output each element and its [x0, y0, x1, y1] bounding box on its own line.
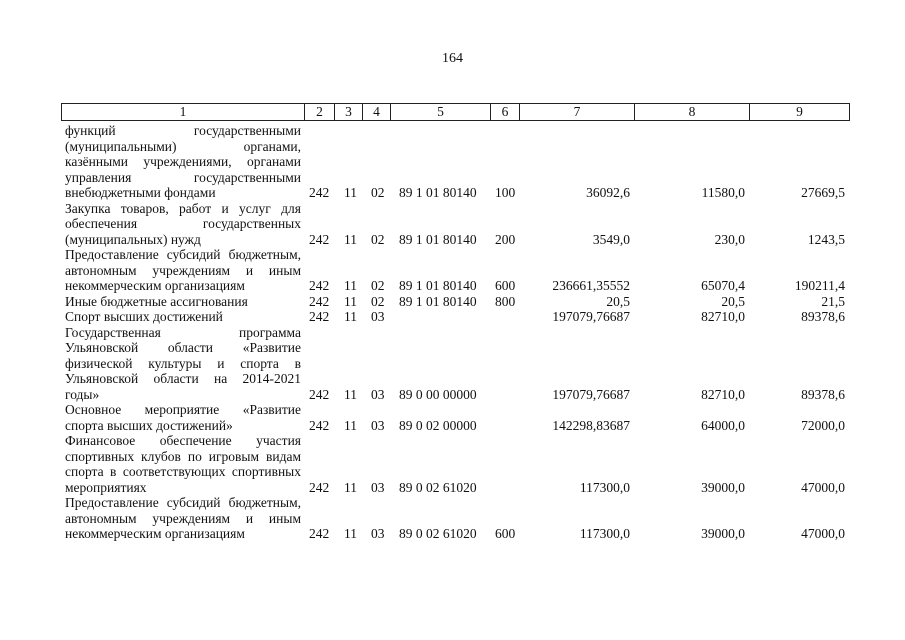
cell-col-7: 142298,83687 — [552, 417, 630, 433]
cell-col-7: 117300,0 — [579, 526, 630, 541]
cell-col-6: 600 — [495, 278, 516, 293]
row-description: Финансовое обеспечение участия спортивных клубов по игровым видам спорта в соответствующих спортивных мероприятиях — [65, 433, 301, 495]
cell-col-8: 64000,0 — [701, 417, 745, 433]
cell-col-8: 230,0 — [714, 231, 745, 247]
cell-col-4: 03 — [371, 526, 385, 541]
cell-col-3: 11 — [344, 309, 357, 324]
cell-col-2: 242 — [309, 526, 330, 541]
cell-col-3: 11 — [344, 185, 357, 200]
table-row — [0, 433, 905, 495]
cell-col-3: 11 — [344, 479, 357, 495]
cell-col-5: 89 0 02 00000 — [399, 417, 477, 433]
cell-col-2: 242 — [309, 231, 330, 247]
cell-col-6: 200 — [495, 231, 516, 247]
header-col-6: 6 — [491, 104, 520, 121]
cell-col-4: 03 — [371, 386, 385, 402]
cell-col-7: 36092,6 — [586, 185, 630, 200]
cell-col-6: 600 — [495, 526, 516, 541]
row-description: Спорт высших достижений — [65, 309, 223, 324]
cell-col-7: 117300,0 — [579, 479, 630, 495]
cell-col-4: 02 — [371, 185, 385, 200]
cell-col-3: 11 — [344, 417, 357, 433]
header-col-1: 1 — [62, 104, 305, 121]
row-description: Предоставление субсидий бюджетным, автономным учреждениям и иным некоммерческим организациям — [65, 247, 301, 293]
table-row — [0, 123, 905, 201]
table-row — [0, 309, 905, 325]
cell-col-4: 02 — [371, 293, 385, 309]
table-row — [0, 247, 905, 294]
cell-col-9: 1243,5 — [807, 231, 845, 247]
cell-col-4: 02 — [371, 278, 385, 293]
cell-col-9: 190211,4 — [794, 278, 845, 293]
cell-col-8: 20,5 — [721, 293, 745, 309]
header-col-2: 2 — [305, 104, 335, 121]
cell-col-8: 82710,0 — [701, 386, 745, 402]
table-row — [0, 201, 905, 248]
cell-col-5: 89 1 01 80140 — [399, 231, 477, 247]
cell-col-2: 242 — [309, 293, 330, 309]
cell-col-9: 27669,5 — [801, 185, 845, 200]
cell-col-5: 89 1 01 80140 — [399, 185, 477, 200]
header-col-5: 5 — [391, 104, 491, 121]
cell-col-9: 89378,6 — [801, 309, 845, 324]
cell-col-4: 03 — [371, 479, 385, 495]
cell-col-9: 89378,6 — [801, 386, 845, 402]
cell-col-2: 242 — [309, 278, 330, 293]
cell-col-2: 242 — [309, 185, 330, 200]
cell-col-7: 236661,35552 — [552, 278, 630, 293]
row-description: Закупка товаров, работ и услуг для обеспечения государственных (муниципальных) нужд — [65, 200, 301, 247]
cell-col-3: 11 — [344, 278, 357, 293]
cell-col-2: 242 — [309, 417, 330, 433]
row-description: функций государственными (муниципальными) органами, казёнными учреждениями, органами управления государственными внебюджетными фондами — [65, 123, 301, 200]
budget-table-body — [0, 123, 905, 542]
cell-col-8: 82710,0 — [701, 309, 745, 324]
cell-col-2: 242 — [309, 309, 330, 324]
cell-col-5: 89 1 01 80140 — [399, 278, 477, 293]
cell-col-3: 11 — [344, 231, 357, 247]
header-col-7: 7 — [520, 104, 635, 121]
cell-col-2: 242 — [309, 386, 330, 402]
cell-col-2: 242 — [309, 479, 330, 495]
row-description: Государственная программа Ульяновской области «Развитие физической культуры и спорта в Ульяновской области на 2014-2021 годы» — [65, 324, 301, 402]
cell-col-9: 47000,0 — [801, 526, 845, 541]
page-number: 164 — [442, 51, 463, 66]
cell-col-4: 02 — [371, 231, 385, 247]
cell-col-7: 20,5 — [606, 293, 630, 309]
table-row — [0, 495, 905, 542]
cell-col-5: 89 0 02 61020 — [399, 526, 477, 541]
cell-col-4: 03 — [371, 309, 385, 324]
cell-col-7: 197079,76687 — [552, 309, 630, 324]
header-col-8: 8 — [635, 104, 750, 121]
row-description: Основное мероприятие «Развитие спорта высших достижений» — [65, 402, 301, 433]
cell-col-5: 89 0 02 61020 — [399, 479, 477, 495]
cell-col-9: 47000,0 — [801, 479, 845, 495]
header-col-4: 4 — [363, 104, 391, 121]
cell-col-8: 65070,4 — [701, 278, 745, 293]
cell-col-9: 72000,0 — [801, 417, 845, 433]
cell-col-3: 11 — [344, 386, 357, 402]
row-description: Предоставление субсидий бюджетным, автономным учреждениям и иным некоммерческим организациям — [65, 495, 301, 541]
column-header-row — [61, 103, 850, 121]
cell-col-8: 11580,0 — [701, 185, 745, 200]
cell-col-9: 21,5 — [821, 293, 845, 309]
table-row — [0, 325, 905, 403]
row-description: Иные бюджетные ассигнования — [65, 293, 248, 309]
table-row — [0, 402, 905, 433]
cell-col-7: 197079,76687 — [552, 386, 630, 402]
header-col-9: 9 — [750, 104, 850, 121]
cell-col-8: 39000,0 — [701, 526, 745, 541]
cell-col-4: 03 — [371, 417, 385, 433]
header-col-3: 3 — [335, 104, 363, 121]
cell-col-6: 800 — [495, 293, 516, 309]
cell-col-7: 3549,0 — [592, 231, 630, 247]
table-row — [0, 294, 905, 310]
cell-col-3: 11 — [344, 526, 357, 541]
cell-col-3: 11 — [344, 293, 357, 309]
cell-col-6: 100 — [495, 185, 516, 200]
cell-col-8: 39000,0 — [701, 479, 745, 495]
cell-col-5: 89 0 00 00000 — [399, 386, 477, 402]
cell-col-5: 89 1 01 80140 — [399, 293, 477, 309]
